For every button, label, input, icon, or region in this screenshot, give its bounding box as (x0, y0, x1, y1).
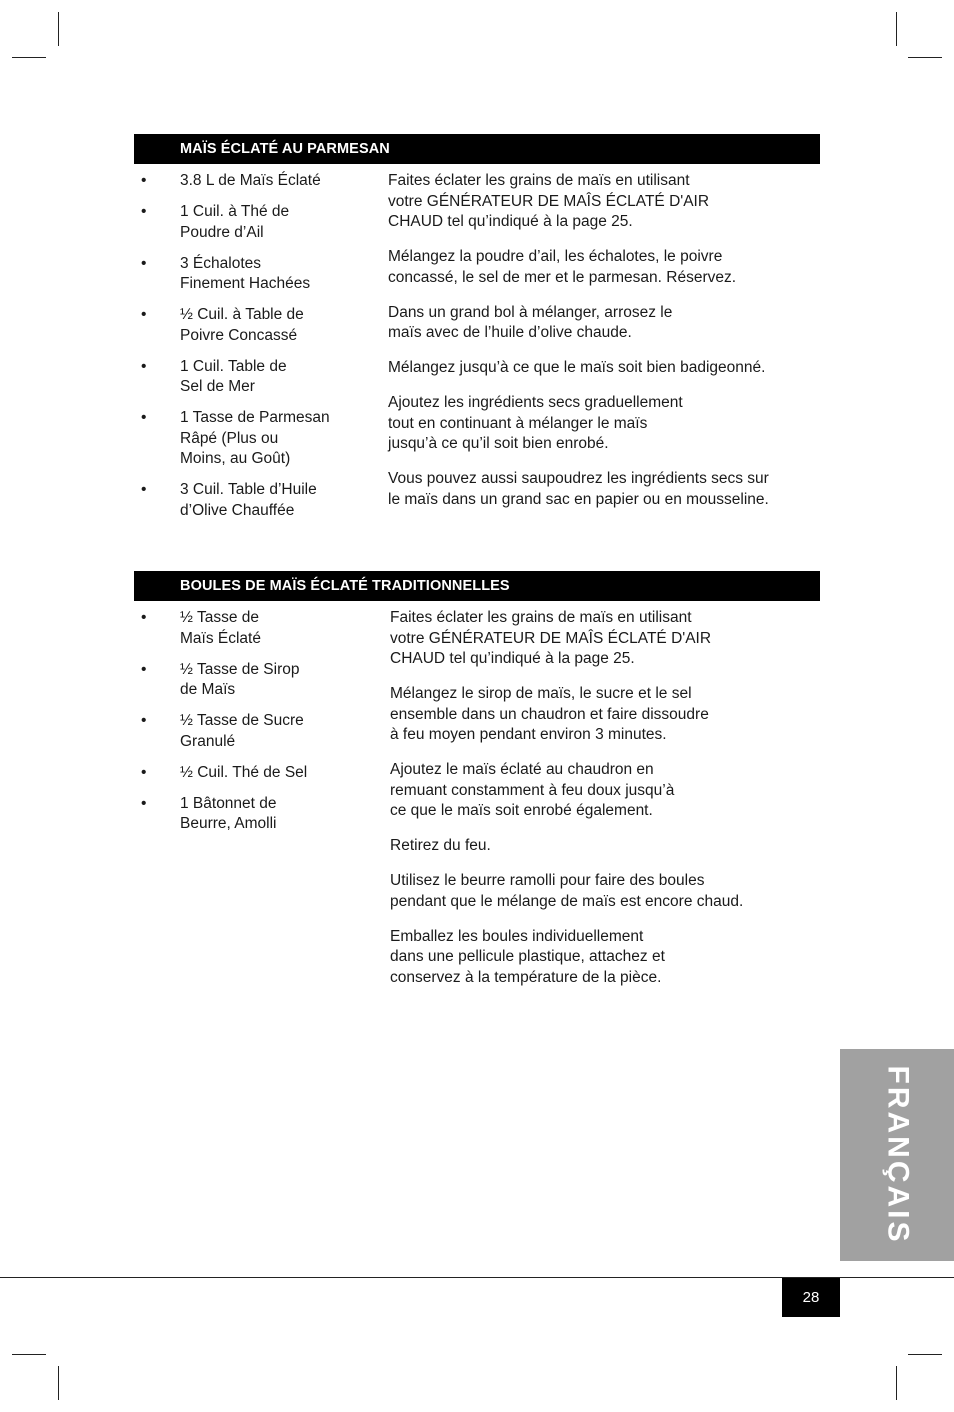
language-tab-label: FRANÇAIS (881, 1065, 914, 1245)
recipe-title: MAÏS ÉCLATÉ AU PARMESAN (180, 141, 390, 157)
instruction-step: Mélangez la poudre d’ail, les échalotes, le poivre concassé, le sel de mer et le parmesan. Réservez. (388, 248, 737, 286)
ingredient-item (134, 357, 374, 398)
bullet-icon: • (141, 254, 147, 272)
bullet-icon: • (141, 203, 147, 220)
instruction-list (388, 171, 788, 525)
instruction-step: Faites éclater les grains de maïs en utilisant votre GÉNÉRATEUR DE MAÎS ÉCLATÉ D'AIR CHAUD tel qu’indiqué à la page 25. (388, 172, 710, 230)
ingredient-item (134, 794, 374, 835)
crop-mark (908, 57, 942, 58)
instruction-step: Utilisez le beurre ramolli pour faire des boules pendant que le mélange de maïs est encore chaud. (390, 872, 744, 910)
bullet-icon: • (141, 712, 147, 729)
ingredient-item (134, 305, 374, 346)
bullet-icon: • (141, 409, 147, 426)
instruction-list (390, 608, 790, 1003)
crop-mark (12, 57, 46, 58)
instruction-step: Ajoutez les ingrédients secs graduellement tout en continuant à mélanger le maïs jusqu’à ce qu’il soit bien enrobé. (388, 394, 683, 452)
crop-mark (58, 12, 59, 46)
ingredient-text: ½ Cuil. Thé de Sel (180, 763, 308, 781)
ingredient-text: ½ Tasse de Sirop de Maïs (180, 660, 300, 698)
ingredient-item (134, 711, 374, 752)
bullet-icon: • (141, 357, 147, 375)
crop-mark (58, 1366, 59, 1400)
crop-mark (908, 1354, 942, 1355)
ingredient-text: ½ Tasse de Sucre Granulé (180, 712, 304, 750)
crop-mark (12, 1354, 46, 1355)
ingredient-item (134, 254, 374, 295)
ingredient-item (134, 660, 374, 701)
instruction-step: Emballez les boules individuellement dans une pellicule plastique, attachez et conservez à la température de la pièce. (390, 927, 665, 986)
ingredient-list (134, 171, 374, 532)
bullet-icon: • (141, 763, 147, 781)
instruction-step: Faites éclater les grains de maïs en utilisant votre GÉNÉRATEUR DE MAÎS ÉCLATÉ D'AIR CHAUD tel qu’indiqué à la page 25. (390, 609, 712, 667)
recipe-parmesan (134, 134, 820, 519)
ingredient-text: 1 Cuil. Table de Sel de Mer (180, 357, 287, 395)
ingredient-text: 1 Tasse de Parmesan Râpé (Plus ou Moins, au Goût) (180, 409, 330, 467)
ingredient-text: ½ Cuil. à Table de Poivre Concassé (180, 306, 304, 344)
ingredient-text: 1 Cuil. à Thé de Poudre d’Ail (180, 203, 290, 241)
ingredient-item (134, 202, 374, 243)
ingredient-text: 3.8 L de Maïs Éclaté (180, 172, 321, 189)
ingredient-text: 1 Bâtonnet de Beurre, Amolli (180, 794, 277, 832)
recipe-popcorn-balls (134, 571, 820, 986)
bullet-icon: • (141, 172, 147, 189)
instruction-step: Mélangez jusqu’à ce que le maïs soit bien badigeonné. (388, 359, 766, 376)
bullet-icon: • (141, 794, 147, 812)
ingredient-text: 3 Cuil. Table d’Huile d’Olive Chauffée (180, 481, 317, 519)
ingredient-list (134, 608, 374, 845)
crop-mark (896, 12, 897, 46)
page-number: 28 (782, 1278, 840, 1317)
ingredient-text: 3 Échalotes Finement Hachées (180, 254, 311, 292)
ingredient-item (134, 480, 374, 521)
language-tab (840, 1049, 954, 1261)
instruction-step: Vous pouvez aussi saupoudrez les ingrédients secs sur le maïs dans un grand sac en papier ou en mousseline. (388, 470, 769, 508)
crop-mark (896, 1366, 897, 1400)
bullet-icon: • (141, 481, 147, 498)
ingredient-item (134, 608, 374, 649)
ingredient-text: ½ Tasse de Maïs Éclaté (180, 609, 261, 647)
bullet-icon: • (141, 306, 147, 323)
instruction-step: Retirez du feu. (390, 837, 491, 854)
instruction-step: Dans un grand bol à mélanger, arrosez le maïs avec de l’huile d’olive chaude. (388, 303, 673, 341)
recipe-title: BOULES DE MAÏS ÉCLATÉ TRADITIONNELLES (180, 578, 510, 594)
recipe-title-bar (134, 134, 820, 164)
ingredient-item (134, 763, 374, 784)
ingredient-item (134, 408, 374, 470)
bullet-icon: • (141, 660, 147, 678)
ingredient-item (134, 171, 374, 192)
recipe-title-bar (134, 571, 820, 601)
instruction-step: Ajoutez le maïs éclaté au chaudron en remuant constamment à feu doux jusqu’à ce que le maïs soit enrobé également. (390, 761, 675, 819)
bullet-icon: • (141, 609, 147, 626)
instruction-step: Mélangez le sirop de maïs, le sucre et le sel ensemble dans un chaudron et faire dissoudre à feu moyen pendant environ 3 minutes. (390, 685, 709, 743)
